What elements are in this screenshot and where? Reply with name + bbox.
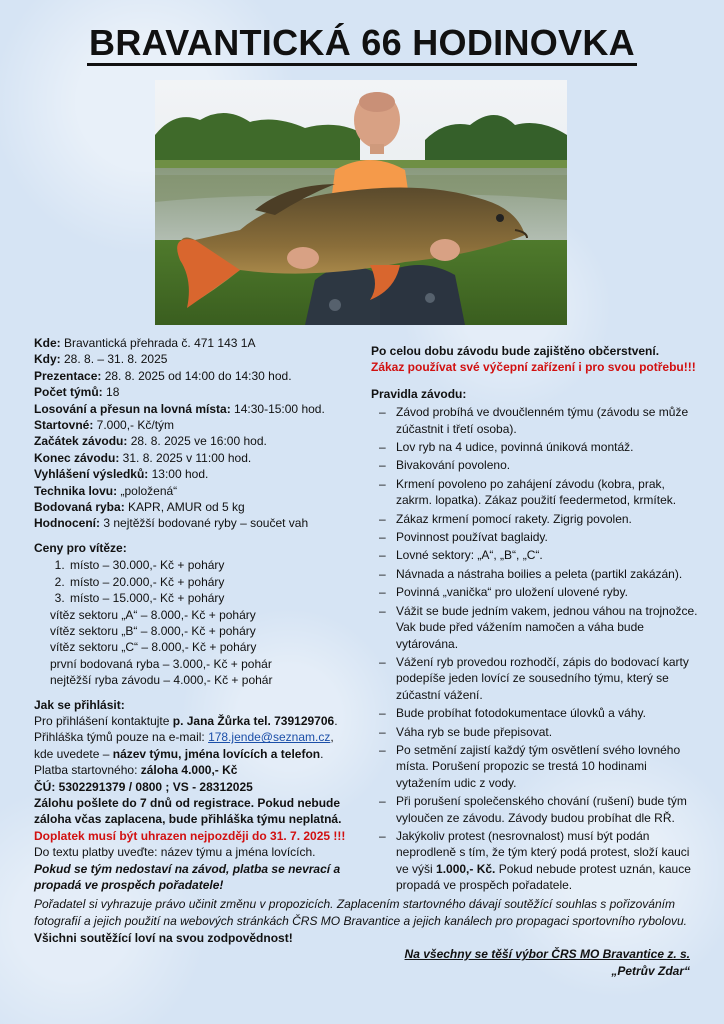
rule-item: – Jakýkoliv protest (nesrovnalost) musí být podán neprodleně s tím, že tým který podá protest, složí kauci ve výši 1.000,- Kč. Pokud nebude protest uznán, kauce propadá ve prospěch pořadatele.: [371, 828, 701, 894]
rule-item: – Povinnost používat baglaidy.: [371, 529, 701, 545]
signature: [405, 946, 690, 980]
no-show-note: Pokud se tým nedostaví na závod, platba se nevrací a propadá ve prospěch pořadatele!: [34, 861, 341, 892]
rule-item: – Bivakování povoleno.: [371, 457, 701, 473]
responsibility-note: Všichni soutěžící loví na svou zodpovědnost!: [34, 931, 293, 945]
surcharge-deadline: Doplatek musí být uhrazen nejpozději do 31. 7. 2025 !!!: [34, 828, 346, 843]
signup-state: kde uvedete – název týmu, jména lovících a telefon.: [34, 746, 324, 761]
payment-text-note: Do textu platby uveďte: název týmu a jména lovících.: [34, 845, 316, 860]
footer: [34, 896, 706, 947]
signature-line: Na všechny se těší výbor ČRS MO Bravantice z. s.: [404, 947, 690, 961]
email-link[interactable]: 178.jende@seznam.cz: [208, 730, 331, 745]
rule-item: – Vážit se bude jedním vakem, jednou váhou na trojnožce. Vak bude před vážením namočen a váha bude vytárována.: [371, 603, 701, 652]
rule-item: – Vážení ryb provedou rozhodčí, zápis do bodovací karty podepíše jeden lovící ze sousedního týmu, který se zúčastní vážení.: [371, 654, 701, 703]
rule-item: – Návnada a nástraha boilies a peleta (partikl zakázán).: [371, 566, 701, 582]
rule-item: – Bude probíhat fotodokumentace úlovků a váhy.: [371, 705, 701, 721]
extra-prize-item: nejtěžší ryba závodu – 4.000,- Kč + pohár: [50, 673, 273, 688]
rules-heading: Pravidla závodu:: [371, 386, 467, 401]
info-scoring: Hodnocení: 3 nejtěžší bodované ryby – součet vah: [34, 516, 309, 531]
info-where: Kde: Bravantická přehrada č. 471 143 1A: [34, 336, 256, 350]
deposit-note: Zálohu pošlete do 7 dnů od registrace. Pokud nebude záloha včas zaplacena, bude přihláška týmu neplatná.: [34, 795, 342, 827]
greeting: „Petrův Zdar“: [611, 964, 690, 978]
page-title: BRAVANTICKÁ 66 HODINOVKA: [0, 22, 724, 64]
info-team-count: Počet týmů: 18: [34, 385, 120, 400]
info-results: Vyhlášení výsledků: 13:00 hod.: [34, 467, 209, 482]
extra-prize-item: vítěz sektoru „B“ – 8.000,- Kč + poháry: [50, 623, 256, 638]
event-info: [34, 335, 364, 532]
info-end: Konec závodu: 31. 8. 2025 v 11:00 hod.: [34, 450, 252, 465]
rule-item: – Závod probíhá ve dvoučlenném týmu (závodu se může zúčastnit i třetí osoba).: [371, 404, 701, 437]
signup-contact: Pro přihlášení kontaktujte p. Jana Žůrka tel. 739129706.: [34, 713, 338, 728]
bank-account: ČÚ: 5302291379 / 0800 ; VS - 28312025: [34, 779, 253, 794]
prizes-list: [34, 557, 364, 606]
carp-angler-photo-icon: [155, 80, 567, 325]
info-draw: Losování a přesun na lovná místa: 14:30-15:00 hod.: [34, 401, 325, 416]
info-registration: Prezentace: 28. 8. 2025 od 14:00 do 14:30 hod.: [34, 368, 292, 383]
rule-item: – Lov ryb na 4 udice, povinná úniková montáž.: [371, 439, 701, 455]
extra-prize-item: vítěz sektoru „C“ – 8.000,- Kč + poháry: [50, 640, 257, 655]
info-when: Kdy: 28. 8. – 31. 8. 2025: [34, 352, 168, 367]
rule-item: – Povinná „vanička“ pro uložení ulovené ryby.: [371, 584, 701, 600]
prizes-heading: Ceny pro vítěze:: [34, 540, 127, 555]
rule-item: – Váha ryb se bude přepisovat.: [371, 724, 701, 740]
info-entry-fee: Startovné: 7.000,- Kč/tým: [34, 418, 175, 433]
rule-item: – Zákaz krmení pomocí rakety. Zigrig povolen.: [371, 511, 701, 527]
rule-item: – Krmení povoleno po zahájení závodu (kobra, prak, zakrm. lopatka). Zákaz použití feedermetod, krmítek.: [371, 476, 701, 509]
extra-prize-item: vítěz sektoru „A“ – 8.000,- Kč + poháry: [50, 607, 256, 622]
info-technique: Technika lovu: „položená“: [34, 483, 178, 498]
rules-list: [371, 404, 701, 893]
signup-fee: Platba startovného: záloha 4.000,- Kč: [34, 763, 238, 778]
extra-prize-item: první bodovaná ryba – 3.000,- Kč + pohár: [50, 656, 272, 671]
rules-column: [371, 343, 701, 896]
info-column: [34, 335, 364, 893]
rule-item: – Lovné sektory: „A“, „B“, „C“.: [371, 547, 701, 563]
prize-item: 2. místo – 20.000,- Kč + poháry: [68, 574, 364, 590]
organizer-note: Pořadatel si vyhrazuje právo učinit změnu v propozicích. Zaplacením startovného dávají soutěžící souhlas s pořizováním fotografií a jejich použití na webových stránkách ČRS MO Bravantice a jejich kanálech pro propagaci sportovního rybolovu.: [34, 897, 688, 928]
prize-item: 1. místo – 30.000,- Kč + poháry: [68, 557, 364, 573]
rule-item: – Při porušení společenského chování (rušení) bude tým vyloučen ze závodu. Závody budou probíhat dle RŘ.: [371, 793, 701, 826]
info-scored-fish: Bodovaná ryba: KAPR, AMUR od 5 kg: [34, 500, 245, 515]
info-start: Začátek závodu: 28. 8. 2025 ve 16:00 hod.: [34, 434, 267, 449]
prize-item: 3. místo – 15.000,- Kč + poháry: [68, 590, 364, 606]
signup-heading: Jak se přihlásit:: [34, 697, 125, 712]
rule-item: – Po setmění zajistí každý tým osvětlení svého lovného místa. Porušení propozic se trestá 10 hodinami vytažením udic z vody.: [371, 742, 701, 791]
signup-email: Přihláška týmů pouze na e-mail: 178.jende@seznam.cz,: [34, 730, 334, 745]
tap-warning: Zákaz používat své výčepní zařízení i pro svou potřebu!!!: [371, 360, 696, 375]
extra-prizes: [34, 607, 364, 689]
refreshments-note: Po celou dobu závodu bude zajištěno občerstvení.: [371, 344, 660, 358]
